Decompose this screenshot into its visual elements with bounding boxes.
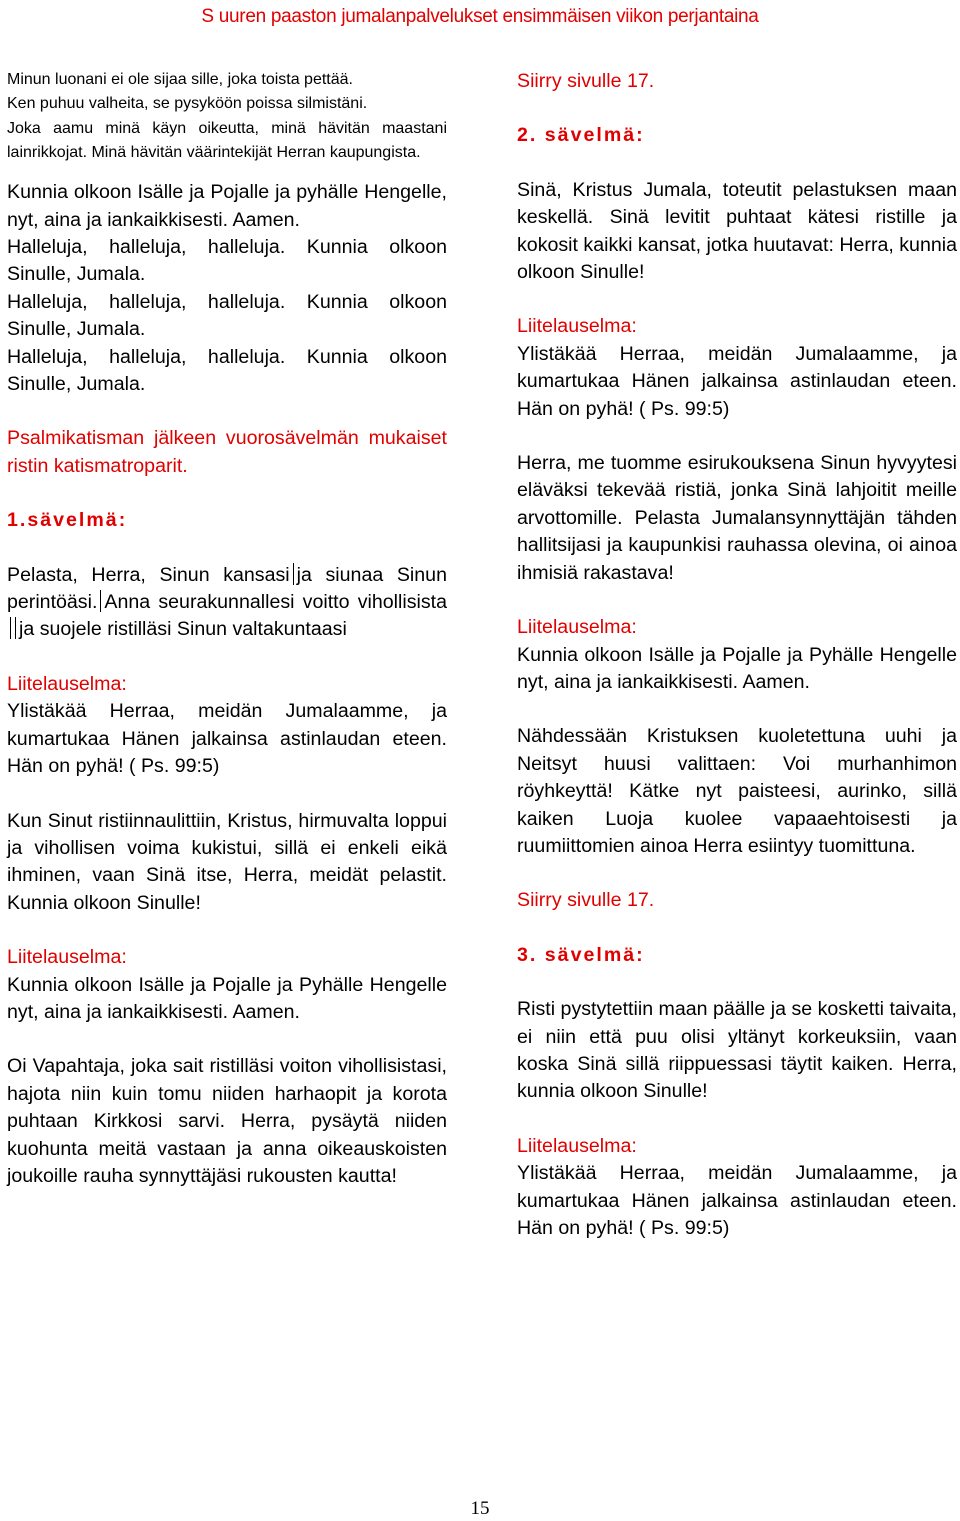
verse-label: Liitelauselma:: [517, 315, 637, 338]
verse-block: [7, 944, 447, 1026]
verse-label: Liitelauselma:: [517, 616, 637, 639]
katisma-troparion: Risti pystytettiin maan päälle ja se kosketti taivaita, ei niin että puu olisi yltänyt korkeuksiin, vaan koska Sinä sillä riippuessasi täytit kaiken. Herra, kunnia olkoon Sinulle!: [517, 998, 957, 1103]
tone-heading-3: 3. sävelmä:: [517, 943, 645, 966]
verse-text: Kunnia olkoon Isälle ja Pojalle ja Pyhälle Hengelle nyt, aina ja iankaikkisesti. Aamen.: [517, 643, 957, 693]
left-column: [7, 68, 447, 1217]
tone-heading-2: 2. sävelmä:: [517, 124, 645, 147]
troparion: [7, 562, 447, 644]
running-header: S uuren paaston jumalanpalvelukset ensimmäisen viikon perjantaina: [201, 6, 759, 27]
psalm-verse: Joka aamu minä käyn oikeutta, minä hävitän maastani lainrikkojat. Minä hävitän väärintekijät Herran kaupungista.: [7, 119, 447, 161]
troparion-phrase: ja suojele ristilläsi Sinun valtakuntaasi: [19, 618, 347, 641]
alleluia-line: Halleluja, halleluja, halleluja. Kunnia olkoon Sinulle, Jumala.: [7, 345, 447, 396]
katisma-troparion: Sinä, Kristus Jumala, toteutit pelastuksen maan keskellä. Sinä levitit puhtaat kätesi ristille ja kokosit kaikki kansat, jotka huutavat: Herra, kunnia olkoon Sinulle!: [517, 178, 957, 284]
phrase-divider: [293, 563, 294, 585]
verse-block: [7, 671, 447, 781]
page-number: 15: [470, 1498, 490, 1519]
phrase-divider: [100, 590, 101, 612]
page-reference: Siirry sivulle 17.: [517, 889, 655, 912]
doxology-block: [7, 179, 447, 398]
theotokion: Oi Vapahtaja, joka sait ristilläsi voiton vihollisistasi, hajota niin kuin tomu niiden harhaopit ja korota puhtaan Kirkkosi sarvi. Herra, pysäytä niiden kuohunta meitä vastaan ja anna oikeauskoisten joukoille rauha synnyttäjäsi rukousten kautta!: [7, 1055, 447, 1187]
psalm-verse: Ken puhuu valheita, se pysyköön poissa silmistäni.: [7, 95, 368, 113]
doxology: Kunnia olkoon Isälle ja Pojalle ja pyhälle Hengelle, nyt, aina ja iankaikkisesti. Aamen.: [7, 181, 447, 231]
verse-text: Ylistäkää Herraa, meidän Jumalaamme, ja kumartukaa Hänen jalkainsa astinlaudan eteen. Hän on pyhä! ( Ps. 99:5): [517, 342, 957, 420]
verse-text: Ylistäkää Herraa, meidän Jumalaamme, ja kumartukaa Hänen jalkainsa astinlaudan eteen. Hän on pyhä! ( Ps. 99:5): [517, 1162, 957, 1239]
psalm-verse: Minun luonani ei ole sijaa sille, joka toista pettää.: [7, 71, 353, 88]
troparion-phrase: Pelasta, Herra, Sinun kansasi: [7, 563, 290, 586]
psalm-verses: [7, 68, 447, 165]
verse-block: [517, 1133, 957, 1243]
verse-label: Liitelauselma:: [7, 672, 127, 695]
troparion-phrase: ja siunaa Sinun perintöäsi.: [7, 563, 447, 614]
right-column: [517, 68, 957, 1269]
tone-heading-1: 1.sävelmä:: [7, 509, 128, 532]
alleluia-line: Halleluja, halleluja, halleluja. Kunnia olkoon Sinulle, Jumala.: [7, 236, 447, 286]
verse-block: [517, 614, 957, 696]
verse-text: Kunnia olkoon Isälle ja Pojalle ja Pyhälle Hengelle nyt, aina ja iankaikkisesti. Aamen.: [7, 973, 447, 1023]
theotokion: Nähdessään Kristuksen kuoletettuna uuhi ja Neitsyt huusi valittaen: Voi murhanhimon röyhkeyttä! Kätke nyt paisteesi, aurinko, sillä kaiken Luoja kuolee vapaaehtoisesti ja ruumiittomien ainoa Herra esiintyy tuomittuna.: [517, 725, 957, 857]
troparion-phrase: Anna seurakunnallesi voitto vihollisista: [104, 591, 447, 614]
double-phrase-divider: [10, 617, 16, 639]
rubric: Psalmikatisman jälkeen vuorosävelmän mukaiset ristin katismatroparit.: [7, 427, 447, 477]
verse-label: Liitelauselma:: [7, 946, 127, 969]
verse-block: [517, 313, 957, 423]
katisma-troparion: Herra, me tuomme esirukouksena Sinun hyvyytesi eläväksi tekevää ristiä, jonka Sinä lahjoitit meille arvottomille. Pelasta Jumalansynnyttäjän tähden hallitsijasi ja kaupunkisi rauhassa olevina, oi ainoa ihmisiä rakastava!: [517, 452, 957, 584]
alleluia-line: Halleluja, halleluja, halleluja. Kunnia olkoon Sinulle, Jumala.: [7, 290, 447, 341]
page-reference: Siirry sivulle 17.: [517, 70, 655, 92]
verse-label: Liitelauselma:: [517, 1134, 637, 1157]
verse-text: Ylistäkää Herraa, meidän Jumalaamme, ja kumartukaa Hänen jalkainsa astinlaudan eteen. Hän on pyhä! ( Ps. 99:5): [7, 700, 447, 778]
katisma-troparion: Kun Sinut ristiinnaulittiin, Kristus, hirmuvalta loppui ja vihollisen voima kukistui, sillä ei enkeli eikä ihminen, vaan Sinä itse, Herra, meidät pelastit. Kunnia olkoon Sinulle!: [7, 809, 447, 914]
